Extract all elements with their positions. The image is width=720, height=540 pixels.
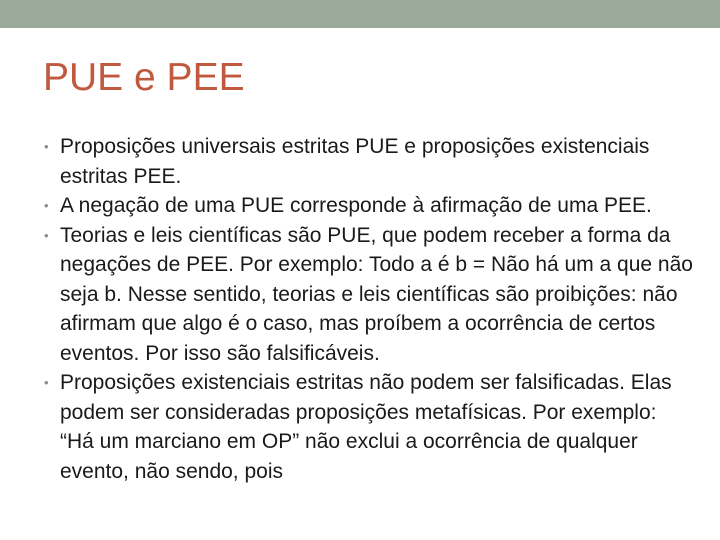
- bullet-item: [44, 368, 694, 486]
- bullet-text: Proposições universais estritas PUE e proposições existenciais estritas PEE.: [60, 135, 650, 188]
- bullet-list: [44, 132, 694, 486]
- bullet-marker: •: [44, 198, 49, 213]
- bullet-text: A negação de uma PUE corresponde à afirmação de uma PEE.: [60, 194, 652, 217]
- bullet-marker: •: [44, 375, 49, 390]
- top-accent-band: [0, 0, 720, 28]
- bullet-item: [44, 221, 694, 369]
- bullet-text: Teorias e leis científicas são PUE, que podem receber a forma da negações de PEE. Por exemplo: Todo a é b = Não há um a que não seja b. Nesse sentido, teorias e leis científicas são proibições: não afirmam que algo é o caso, mas proíbem a ocorrência de certos eventos. Por isso são falsificáveis.: [60, 223, 693, 365]
- bullet-text: Proposições existenciais estritas não podem ser falsificadas. Elas podem ser consideradas proposições metafísicas. Por exemplo: “Há um marciano em OP” não exclui a ocorrência de qualquer evento, não sendo, pois: [60, 371, 672, 483]
- bullet-item: [44, 191, 694, 221]
- slide-title: PUE e PEE: [43, 56, 245, 99]
- bullet-marker: •: [44, 227, 49, 243]
- bullet-item: [44, 132, 694, 191]
- bullet-marker: •: [44, 139, 49, 154]
